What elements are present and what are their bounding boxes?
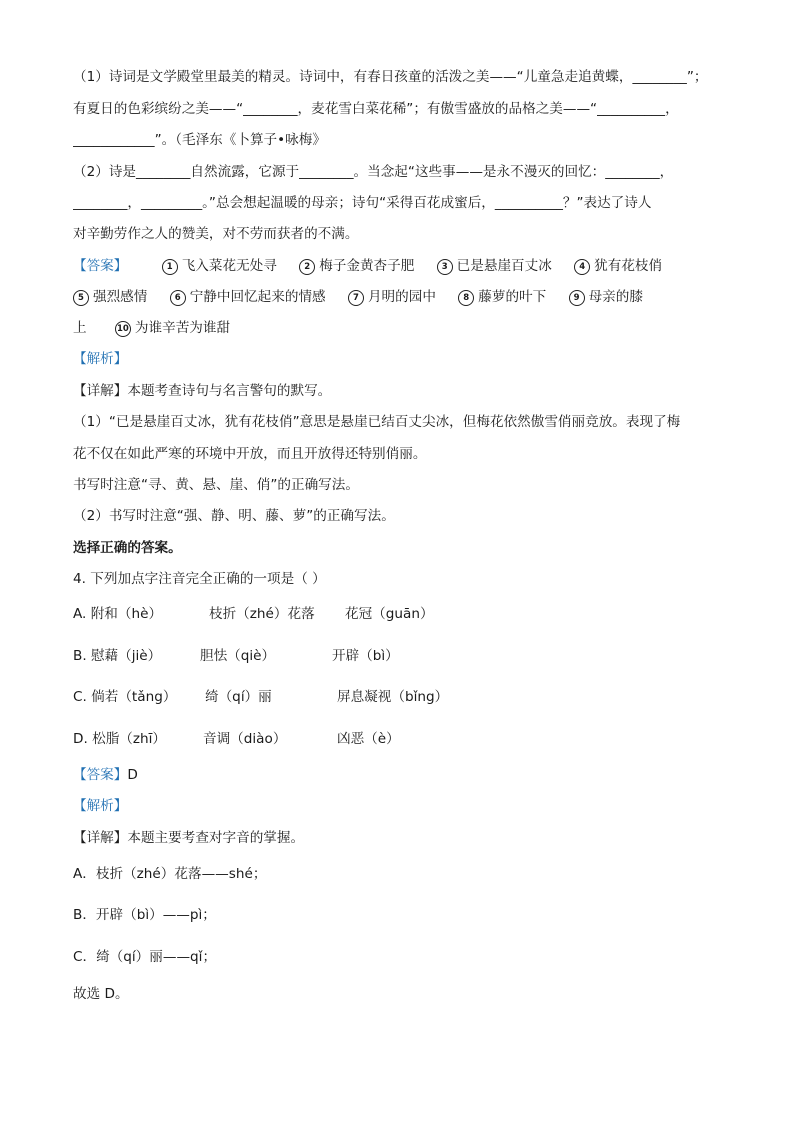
- answer-tag: 【答案】: [73, 767, 128, 783]
- q3-explain-3: 书写时注意“寻、黄、悬、崖、俏”的正确写法。: [73, 477, 359, 493]
- q3-line-2: 有夏日的色彩缤纷之美——“________，麦花雪白菜花稀”；有傲雪盛放的品格之美——“__________，: [73, 101, 679, 117]
- q3-explain-2: 花不仅在如此严寒的环境中开放，而且开放得还特别俏丽。: [73, 446, 427, 462]
- option-part: 花冠（guān）: [345, 606, 434, 622]
- q3-line-1: （1）诗词是文学殿堂里最美的精灵。诗词中，有春日孩童的活泼之美——“儿童急走追黄蝶，________”；: [73, 69, 708, 85]
- circled-number: 8: [458, 290, 474, 306]
- section-title: 选择正确的答案。: [73, 540, 182, 556]
- circled-number: 9: [569, 290, 585, 306]
- answer-item-4: [574, 256, 662, 276]
- circled-number: 10: [115, 321, 131, 337]
- q3-answers-row-1: [73, 256, 733, 276]
- answer-text: 藤萝的叶下: [478, 289, 547, 305]
- option-part: C. 倘若（tǎng）: [73, 689, 177, 705]
- answer-continuation: 上: [73, 320, 87, 336]
- circled-number: 3: [437, 259, 453, 275]
- option-part: 音调（diào）: [203, 731, 287, 747]
- detail-text: 本题考查诗句与名言警句的默写。: [127, 383, 332, 399]
- answer-value: D: [127, 767, 138, 783]
- q4-explain-3: C．绮（qí）丽——qǐ；: [73, 949, 217, 965]
- detail-tag: 【详解】: [73, 383, 128, 399]
- q4-question: 4. 下列加点字注音完全正确的一项是（ ）: [73, 571, 326, 587]
- q3-line-4: （2）诗是________自然流露，它源于________。当念起“这些事——是永不漫灭的回忆：________，: [73, 164, 674, 180]
- answer-item-6: [170, 287, 326, 307]
- answer-item-9: [569, 287, 643, 307]
- answer-item-3: [437, 256, 552, 276]
- answer-item-2: [299, 256, 414, 276]
- analysis-tag: 【解析】: [73, 798, 128, 814]
- answer-text: 梅子金黄杏子肥: [319, 258, 415, 274]
- answer-item-7: [348, 287, 436, 307]
- circled-number: 6: [170, 290, 186, 306]
- q3-answers-row-2: [73, 287, 733, 307]
- detail-tag: 【详解】: [73, 830, 128, 846]
- q4-option-a: [73, 604, 733, 624]
- q4-option-d: [73, 729, 733, 749]
- q3-explain-1: （1）“已是悬崖百丈冰，犹有花枝俏”意思是悬崖已结百丈尖冰，但梅花依然傲雪俏丽竞放。表现了梅: [73, 414, 681, 430]
- q3-line-5: ________，_________。”总会想起温暖的母亲；诗句“采得百花成蜜后，__________？”表达了诗人: [73, 195, 652, 211]
- q4-explain-4: 故选 D。: [73, 986, 129, 1002]
- circled-number: 4: [574, 259, 590, 275]
- answer-text: 母亲的膝: [588, 289, 643, 305]
- q3-line-3: ____________”。（毛泽东《卜算子•咏梅》: [73, 132, 326, 148]
- q4-explain-1: A．枝折（zhé）花落——shé；: [73, 866, 267, 882]
- answer-item-8: [458, 287, 546, 307]
- answer-tag: 【答案】: [73, 258, 128, 274]
- q3-line-6: 对辛勤劳作之人的赞美，对不劳而获者的不满。: [73, 226, 359, 242]
- circled-number: 5: [73, 290, 89, 306]
- circled-number: 7: [348, 290, 364, 306]
- q4-answer: [73, 765, 733, 785]
- option-part: 开辟（bì）: [332, 648, 399, 664]
- q4-explain-2: B．开辟（bì）——pì；: [73, 907, 216, 923]
- answer-text: 飞入菜花无处寻: [181, 258, 277, 274]
- circled-number: 2: [299, 259, 315, 275]
- option-part: 凶恶（è）: [337, 731, 400, 747]
- answer-text: 已是悬崖百丈冰: [456, 258, 552, 274]
- circled-number: 1: [162, 259, 178, 275]
- analysis-tag: 【解析】: [73, 351, 128, 367]
- answer-item-1: [162, 256, 277, 276]
- answer-text: 宁静中回忆起来的情感: [189, 289, 326, 305]
- answer-text: 为谁辛苦为谁甜: [134, 320, 231, 336]
- q3-answers-row-3: [73, 318, 733, 338]
- answer-text: 犹有花枝俏: [594, 258, 663, 274]
- option-part: 绮（qí）丽: [205, 689, 272, 705]
- q4-detail: [73, 828, 733, 848]
- answer-item-5: [73, 287, 147, 307]
- q3-detail: [73, 381, 733, 401]
- q4-option-b: [73, 646, 733, 666]
- option-part: A. 附和（hè）: [73, 606, 163, 622]
- answer-text: 强烈感情: [93, 289, 148, 305]
- q4-option-c: [73, 687, 733, 707]
- option-part: D. 松脂（zhī）: [73, 731, 167, 747]
- detail-text: 本题主要考查对字音的掌握。: [127, 830, 305, 846]
- q3-explain-4: （2）书写时注意“强、静、明、藤、萝”的正确写法。: [73, 508, 395, 524]
- answer-text: 月明的园中: [367, 289, 436, 305]
- option-part: B. 慰藉（jiè）: [73, 648, 162, 664]
- answer-item-10: [115, 318, 230, 338]
- option-part: 屏息凝视（bǐng）: [337, 689, 449, 705]
- option-part: 胆怯（qiè）: [200, 648, 276, 664]
- option-part: 枝折（zhé）花落: [209, 606, 315, 622]
